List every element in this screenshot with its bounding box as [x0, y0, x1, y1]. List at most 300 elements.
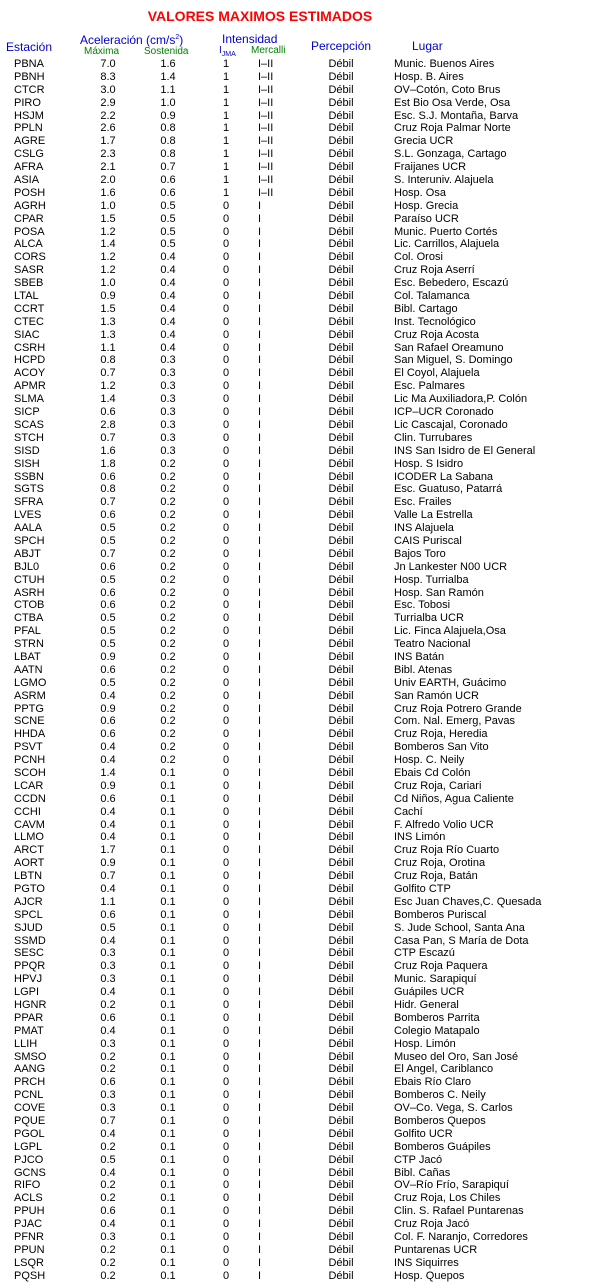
table-row — [0, 303, 590, 316]
table-row — [0, 1128, 590, 1141]
ijma-intensity: 0 — [222, 1140, 230, 1153]
station-code: AFRA — [14, 161, 44, 174]
perception: Débil — [328, 1218, 354, 1231]
location: Casa Pan, S María de Dota — [394, 934, 529, 947]
mercalli-intensity: I — [258, 754, 262, 767]
sustained-acceleration: 0.2 — [160, 470, 176, 483]
station-code: STRN — [14, 638, 44, 651]
station-code: PCNH — [14, 754, 46, 767]
mercalli-intensity: I–II — [258, 186, 274, 199]
location: Esc. Tobosi — [394, 599, 451, 612]
ijma-intensity: 0 — [222, 457, 230, 470]
location: Bibl. Cartago — [394, 302, 458, 315]
sustained-acceleration: 0.1 — [160, 1140, 176, 1153]
table-row — [0, 432, 590, 445]
station-code: BJL0 — [14, 560, 40, 573]
mercalli-intensity: I — [258, 1076, 262, 1089]
sustained-acceleration: 0.1 — [160, 921, 176, 934]
location: Esc. Frailes — [394, 496, 452, 509]
table-row — [0, 638, 590, 651]
ijma-intensity: 1 — [222, 58, 230, 70]
table-row — [0, 1051, 590, 1064]
table-row — [0, 1244, 590, 1257]
location: Esc. S.J. Montaña, Barva — [394, 109, 519, 122]
sustained-acceleration: 0.1 — [160, 895, 176, 908]
sustained-acceleration: 1.4 — [160, 70, 176, 83]
sustained-acceleration: 0.4 — [160, 315, 176, 328]
ijma-intensity: 0 — [222, 1024, 230, 1037]
location: Hosp. Grecia — [394, 199, 459, 212]
perception: Débil — [328, 1243, 354, 1256]
ijma-intensity: 0 — [222, 1218, 230, 1231]
table-row — [0, 664, 590, 677]
mercalli-intensity: I — [258, 496, 262, 509]
location: Museo del Oro, San José — [394, 1050, 519, 1063]
station-code: SLMA — [14, 393, 44, 406]
perception: Débil — [328, 650, 354, 663]
ijma-intensity: 0 — [222, 225, 230, 238]
max-acceleration: 1.2 — [100, 380, 116, 393]
perception: Débil — [328, 715, 354, 728]
mercalli-intensity: I — [258, 1205, 262, 1218]
max-acceleration: 0.5 — [100, 625, 116, 638]
ijma-intensity: 0 — [222, 973, 230, 986]
location: Cruz Roja, Los Chiles — [394, 1192, 501, 1205]
max-acceleration: 0.6 — [100, 586, 116, 599]
sustained-acceleration: 0.2 — [160, 457, 176, 470]
station-code: CTCR — [14, 83, 45, 96]
mercalli-intensity: I — [258, 921, 262, 934]
table-row — [0, 1102, 590, 1115]
sustained-acceleration: 0.2 — [160, 496, 176, 509]
station-code: SFRA — [14, 496, 44, 509]
ijma-intensity: 0 — [222, 715, 230, 728]
station-code: SMSO — [14, 1050, 47, 1063]
max-acceleration: 0.4 — [100, 1024, 116, 1037]
sustained-acceleration: 1.1 — [160, 83, 176, 96]
mercalli-intensity: I — [258, 870, 262, 883]
station-code: PFNR — [14, 1231, 44, 1244]
sustained-acceleration: 0.2 — [160, 483, 176, 496]
location: Cruz Roja Acosta — [394, 328, 479, 341]
max-acceleration: 0.9 — [100, 779, 116, 792]
ijma-intensity: 0 — [222, 560, 230, 573]
location: CTP Jacó — [394, 1153, 443, 1166]
max-acceleration: 1.1 — [100, 341, 116, 354]
station-code: LGPI — [14, 986, 40, 999]
location: Com. Nal. Emerg, Pavas — [394, 715, 516, 728]
sustained-acceleration: 0.1 — [160, 1243, 176, 1256]
sustained-acceleration: 0.2 — [160, 586, 176, 599]
ijma-intensity: 0 — [222, 960, 230, 973]
station-code: RIFO — [14, 1179, 41, 1192]
sustained-acceleration: 0.4 — [160, 251, 176, 264]
mercalli-intensity: I — [258, 599, 262, 612]
location: Ebais Cd Colón — [394, 766, 471, 779]
sustained-acceleration: 1.0 — [160, 96, 176, 109]
table-row — [0, 393, 590, 406]
max-acceleration: 0.9 — [100, 702, 116, 715]
sustained-acceleration: 0.5 — [160, 199, 176, 212]
perception: Débil — [328, 986, 354, 999]
station-code: SISD — [14, 444, 40, 457]
mercalli-intensity: I — [258, 1231, 262, 1244]
max-acceleration: 0.4 — [100, 1218, 116, 1231]
max-acceleration: 0.5 — [100, 612, 116, 625]
perception: Débil — [328, 83, 354, 96]
perception: Débil — [328, 805, 354, 818]
ijma-intensity: 0 — [222, 870, 230, 883]
max-acceleration: 0.7 — [100, 1115, 116, 1128]
ijma-intensity: 0 — [222, 663, 230, 676]
perception: Débil — [328, 586, 354, 599]
perception: Débil — [328, 947, 354, 960]
max-acceleration: 0.6 — [100, 599, 116, 612]
max-acceleration: 2.8 — [100, 418, 116, 431]
station-code: PQUE — [14, 1115, 46, 1128]
max-acceleration: 0.6 — [100, 1011, 116, 1024]
table-row — [0, 187, 590, 200]
max-acceleration: 2.3 — [100, 148, 116, 161]
perception: Débil — [328, 1127, 354, 1140]
mercalli-intensity: I — [258, 766, 262, 779]
table-row — [0, 986, 590, 999]
location: San Rafael Oreamuno — [394, 341, 504, 354]
station-code: SASR — [14, 264, 44, 277]
sustained-acceleration: 0.3 — [160, 367, 176, 380]
location: Col. Orosi — [394, 251, 443, 264]
mercalli-intensity: I — [258, 960, 262, 973]
mercalli-intensity: I — [258, 573, 262, 586]
sustained-acceleration: 0.2 — [160, 689, 176, 702]
ijma-intensity: 0 — [222, 406, 230, 419]
mercalli-intensity: I — [258, 638, 262, 651]
table-row — [0, 316, 590, 329]
max-acceleration: 0.3 — [100, 947, 116, 960]
table-row — [0, 71, 590, 84]
header-estacion: Estación — [6, 40, 53, 54]
max-acceleration: 1.4 — [100, 238, 116, 251]
mercalli-intensity: I — [258, 1127, 262, 1140]
mercalli-intensity: I — [258, 818, 262, 831]
perception: Débil — [328, 973, 354, 986]
header-mercalli: Mercalli — [251, 45, 286, 56]
table-row — [0, 367, 590, 380]
page-title: VALORES MAXIMOS ESTIMADOS — [147, 8, 373, 24]
perception: Débil — [328, 870, 354, 883]
sustained-acceleration: 0.1 — [160, 986, 176, 999]
ijma-intensity: 0 — [222, 522, 230, 535]
mercalli-intensity: I–II — [258, 161, 274, 174]
ijma-intensity: 0 — [222, 1179, 230, 1192]
station-code: LTAL — [14, 290, 39, 303]
mercalli-intensity: I — [258, 792, 262, 805]
max-acceleration: 0.7 — [100, 367, 116, 380]
sustained-acceleration: 0.2 — [160, 625, 176, 638]
perception: Débil — [328, 1205, 354, 1218]
perception: Débil — [328, 689, 354, 702]
table-row — [0, 1089, 590, 1102]
station-code: HGNR — [14, 999, 47, 1012]
table-row — [0, 84, 590, 97]
table-row — [0, 703, 590, 716]
mercalli-intensity: I — [258, 1192, 262, 1205]
table-row — [0, 612, 590, 625]
station-code: ASRM — [14, 689, 46, 702]
mercalli-intensity: I — [258, 663, 262, 676]
max-acceleration: 1.7 — [100, 135, 116, 148]
station-code: LCAR — [14, 779, 44, 792]
mercalli-intensity: I–II — [258, 58, 274, 70]
max-acceleration: 1.7 — [100, 844, 116, 857]
location: Cruz Roja, Cariari — [394, 779, 482, 792]
sustained-acceleration: 0.1 — [160, 1050, 176, 1063]
station-code: PPQR — [14, 960, 46, 973]
mercalli-intensity: I — [258, 625, 262, 638]
location: Cruz Roja Jacó — [394, 1218, 470, 1231]
ijma-intensity: 0 — [222, 264, 230, 277]
perception: Débil — [328, 238, 354, 251]
mercalli-intensity: I–II — [258, 109, 274, 122]
perception: Débil — [328, 921, 354, 934]
location: ICODER La Sabana — [394, 470, 494, 483]
sustained-acceleration: 0.1 — [160, 870, 176, 883]
mercalli-intensity: I — [258, 650, 262, 663]
mercalli-intensity: I — [258, 444, 262, 457]
ijma-intensity: 0 — [222, 650, 230, 663]
perception: Débil — [328, 483, 354, 496]
sustained-acceleration: 0.3 — [160, 380, 176, 393]
location: INS Alajuela — [394, 522, 454, 535]
sustained-acceleration: 0.1 — [160, 1011, 176, 1024]
station-code: AATN — [14, 663, 43, 676]
perception: Débil — [328, 1179, 354, 1192]
station-code: HHDA — [14, 728, 46, 741]
table-row — [0, 1257, 590, 1270]
header-intensidad: Intensidad — [222, 32, 278, 46]
location: Puntarenas UCR — [394, 1243, 478, 1256]
mercalli-intensity: I — [258, 328, 262, 341]
max-acceleration: 0.2 — [100, 1050, 116, 1063]
sustained-acceleration: 0.2 — [160, 573, 176, 586]
max-acceleration: 1.3 — [100, 328, 116, 341]
location: Munic. Puerto Cortés — [394, 225, 498, 238]
table-row — [0, 342, 590, 355]
location: Est Bio Osa Verde, Osa — [394, 96, 511, 109]
sustained-acceleration: 0.2 — [160, 715, 176, 728]
location: Cruz Roja, Orotina — [394, 857, 486, 870]
mercalli-intensity: I — [258, 251, 262, 264]
table-row — [0, 509, 590, 522]
sustained-acceleration: 0.1 — [160, 857, 176, 870]
max-acceleration: 0.4 — [100, 1127, 116, 1140]
table-row — [0, 471, 590, 484]
ijma-intensity: 1 — [222, 83, 230, 96]
location: CTP Escazú — [394, 947, 455, 960]
mercalli-intensity: I — [258, 844, 262, 857]
sustained-acceleration: 0.2 — [160, 599, 176, 612]
mercalli-intensity: I — [258, 199, 262, 212]
sustained-acceleration: 0.8 — [160, 148, 176, 161]
perception: Débil — [328, 109, 354, 122]
perception: Débil — [328, 212, 354, 225]
location: Guápiles UCR — [394, 986, 465, 999]
perception: Débil — [328, 883, 354, 895]
max-acceleration: 0.4 — [100, 831, 116, 844]
station-code: CORS — [14, 251, 46, 264]
ijma-intensity: 0 — [222, 354, 230, 367]
table-row — [0, 496, 590, 509]
max-acceleration: 2.6 — [100, 122, 116, 135]
ijma-intensity: 0 — [222, 328, 230, 341]
sustained-acceleration: 0.1 — [160, 934, 176, 947]
station-code: PBNH — [14, 70, 45, 83]
table-row — [0, 1076, 590, 1089]
perception: Débil — [328, 599, 354, 612]
table-row — [0, 58, 590, 71]
location: Cruz Roja Aserrí — [394, 264, 475, 277]
station-code: PPTG — [14, 702, 44, 715]
perception: Débil — [328, 1166, 354, 1179]
ijma-intensity: 0 — [222, 883, 230, 895]
location: San Miguel, S. Domingo — [394, 354, 513, 367]
sustained-acceleration: 0.1 — [160, 1063, 176, 1076]
location: INS Batán — [394, 650, 445, 663]
perception: Débil — [328, 58, 354, 70]
table-row — [0, 535, 590, 548]
mercalli-intensity: I — [258, 1037, 262, 1050]
station-code: SSBN — [14, 470, 44, 483]
ijma-intensity: 0 — [222, 470, 230, 483]
perception: Débil — [328, 612, 354, 625]
ijma-intensity: 0 — [222, 676, 230, 689]
perception: Débil — [328, 1192, 354, 1205]
location: Bibl. Cañas — [394, 1166, 451, 1179]
location: Lic Ma Auxiliadora,P. Colón — [394, 393, 528, 406]
sustained-acceleration: 0.1 — [160, 766, 176, 779]
max-acceleration: 0.6 — [100, 1205, 116, 1218]
sustained-acceleration: 0.6 — [160, 174, 176, 187]
location: S.L. Gonzaga, Cartago — [394, 148, 507, 161]
station-code: LLIH — [14, 1037, 38, 1050]
mercalli-intensity: I — [258, 702, 262, 715]
perception: Débil — [328, 1102, 354, 1115]
max-acceleration: 0.6 — [100, 1076, 116, 1089]
ijma-intensity: 0 — [222, 1256, 230, 1269]
perception: Débil — [328, 676, 354, 689]
table-row — [0, 122, 590, 135]
table-row — [0, 483, 590, 496]
perception: Débil — [328, 302, 354, 315]
perception: Débil — [328, 315, 354, 328]
max-acceleration: 1.0 — [100, 199, 116, 212]
station-code: PCNL — [14, 1089, 44, 1102]
table-row — [0, 960, 590, 973]
mercalli-intensity: I — [258, 393, 262, 406]
table-row — [0, 264, 590, 277]
sustained-acceleration: 0.2 — [160, 702, 176, 715]
mercalli-intensity: I — [258, 1243, 262, 1256]
ijma-intensity: 0 — [222, 1231, 230, 1244]
mercalli-intensity: I — [258, 225, 262, 238]
max-acceleration: 0.4 — [100, 934, 116, 947]
sustained-acceleration: 0.1 — [160, 973, 176, 986]
perception: Débil — [328, 1256, 354, 1269]
ijma-intensity: 0 — [222, 1205, 230, 1218]
table-row — [0, 419, 590, 432]
table-row — [0, 844, 590, 857]
ijma-intensity: 0 — [222, 547, 230, 560]
perception: Débil — [328, 560, 354, 573]
station-code: CCRT — [14, 302, 45, 315]
location: Esc. Bebedero, Escazú — [394, 277, 509, 290]
sustained-acceleration: 0.3 — [160, 406, 176, 419]
perception: Débil — [328, 702, 354, 715]
ijma-intensity: 0 — [222, 857, 230, 870]
mercalli-intensity: I — [258, 805, 262, 818]
table-row — [0, 857, 590, 870]
station-code: AGRH — [14, 199, 46, 212]
table-row — [0, 947, 590, 960]
station-code: APMR — [14, 380, 46, 393]
table-row — [0, 548, 590, 561]
perception: Débil — [328, 367, 354, 380]
perception: Débil — [328, 161, 354, 174]
station-code: LGMO — [14, 676, 47, 689]
station-code: PPLN — [14, 122, 43, 135]
station-code: PGTO — [14, 883, 45, 895]
max-acceleration: 0.9 — [100, 650, 116, 663]
perception: Débil — [328, 225, 354, 238]
max-acceleration: 0.4 — [100, 818, 116, 831]
perception: Débil — [328, 328, 354, 341]
location: Jn Lankester N00 UCR — [394, 560, 508, 573]
mercalli-intensity: I — [258, 1269, 262, 1282]
mercalli-intensity: I — [258, 380, 262, 393]
location: Hosp. San Ramón — [394, 586, 484, 599]
table-row — [0, 793, 590, 806]
location: Hosp. Osa — [394, 186, 446, 199]
perception: Débil — [328, 1011, 354, 1024]
sustained-acceleration: 0.5 — [160, 212, 176, 225]
location: Bomberos C. Neily — [394, 1089, 486, 1102]
ijma-intensity: 0 — [222, 986, 230, 999]
table-row — [0, 767, 590, 780]
max-acceleration: 1.8 — [100, 457, 116, 470]
mercalli-intensity: I — [258, 883, 262, 895]
table-row — [0, 574, 590, 587]
location: Cruz Roja Río Cuarto — [394, 844, 500, 857]
sustained-acceleration: 0.1 — [160, 1269, 176, 1282]
location: Clin. Turrubares — [394, 431, 473, 444]
perception: Débil — [328, 1153, 354, 1166]
station-code: LVES — [14, 509, 42, 522]
location: Fraijanes UCR — [394, 161, 467, 174]
table-row — [0, 406, 590, 419]
max-acceleration: 1.5 — [100, 212, 116, 225]
ijma-intensity: 0 — [222, 431, 230, 444]
ijma-intensity: 0 — [222, 393, 230, 406]
ijma-intensity: 0 — [222, 1127, 230, 1140]
max-acceleration: 0.6 — [100, 715, 116, 728]
mercalli-intensity: I — [258, 1089, 262, 1102]
location: Hidr. General — [394, 999, 459, 1012]
mercalli-intensity: I — [258, 1179, 262, 1192]
perception: Débil — [328, 818, 354, 831]
location: Grecia UCR — [394, 135, 454, 148]
location: Lic. Finca Alajuela,Osa — [394, 625, 506, 638]
sustained-acceleration: 0.1 — [160, 805, 176, 818]
